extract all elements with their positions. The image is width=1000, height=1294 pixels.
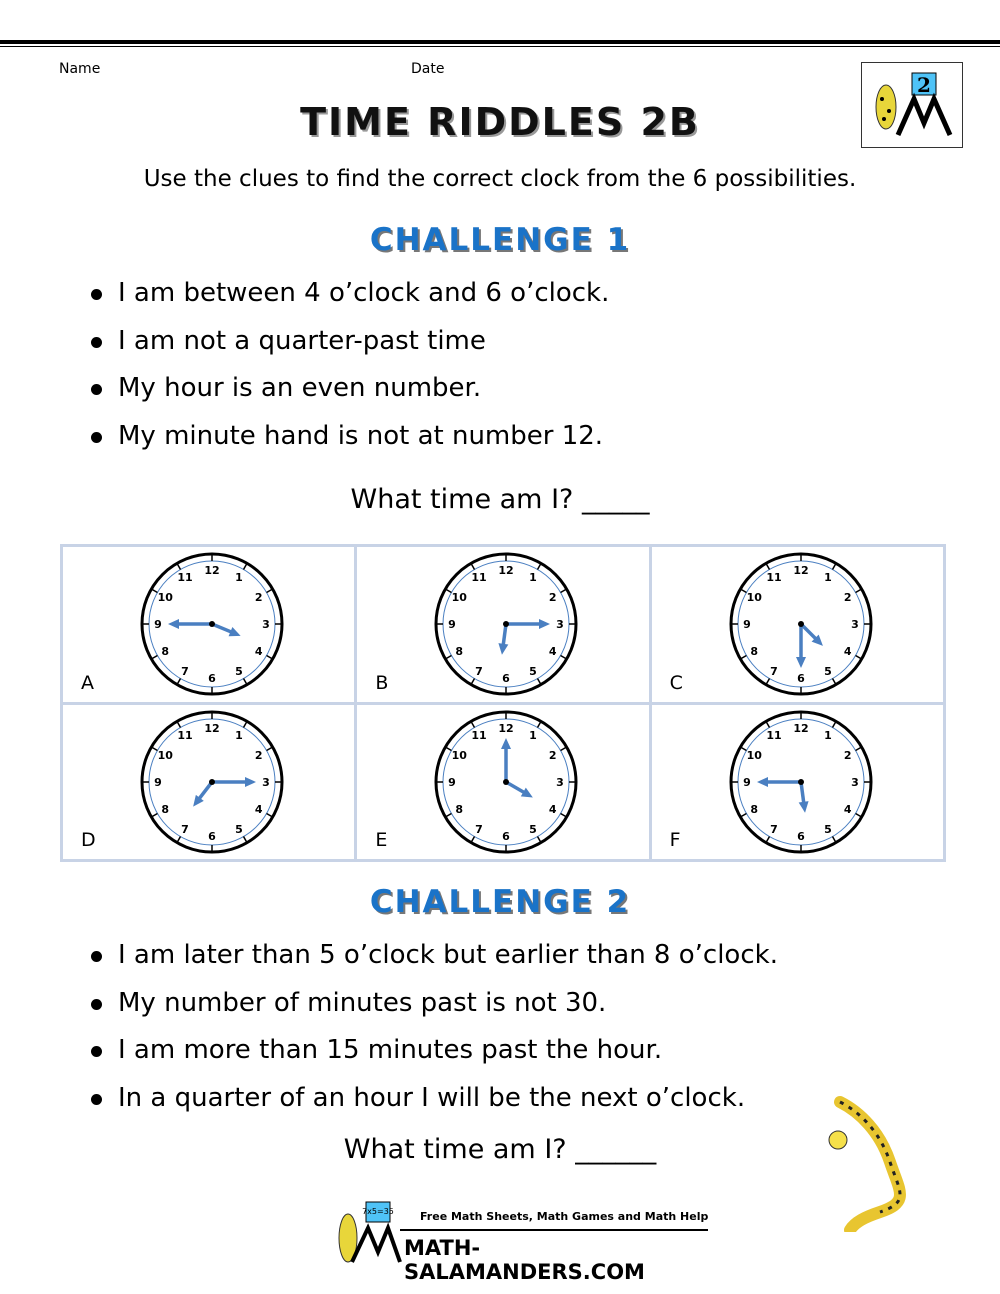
clock-numeral: 10	[157, 748, 173, 762]
logo-grade: 2	[917, 73, 931, 97]
clock-numeral: 7	[475, 664, 484, 678]
clock-numeral: 10	[746, 748, 762, 762]
clock-numeral: 9	[448, 775, 457, 789]
challenge-1-heading: CHALLENGE 1	[369, 222, 631, 258]
clock-numeral: 9	[742, 618, 751, 631]
date-label: Date	[411, 61, 445, 77]
clock-numeral: 10	[157, 591, 173, 604]
clock-numeral: 6	[208, 672, 216, 685]
clock-numeral: 2	[254, 591, 263, 604]
clue: My number of minutes past is not 30.	[90, 980, 778, 1028]
clock-numeral: 3	[850, 618, 859, 631]
clock-cell-e	[357, 705, 648, 860]
clock-numeral: 4	[843, 645, 852, 658]
clock-numeral: 11	[766, 571, 782, 585]
clue: I am not a quarter-past time	[90, 318, 609, 366]
clock-grid	[60, 544, 946, 862]
clock-numeral: 2	[549, 748, 557, 762]
salamander-footer-icon	[326, 1200, 406, 1270]
clock-numeral: 1	[823, 728, 832, 742]
clue: I am between 4 o’clock and 6 o’clock.	[90, 270, 609, 318]
clock-numeral: 4	[254, 802, 263, 816]
clock-numeral: 5	[529, 664, 538, 678]
clue: I am later than 5 o’clock but earlier than 8 o’clock.	[90, 932, 778, 980]
clock-cell-b	[357, 547, 648, 702]
clock-label: C	[669, 671, 683, 694]
clock-numeral: 8	[750, 645, 758, 658]
challenge-2-clues	[90, 932, 778, 1122]
clock-numeral: 11	[177, 571, 193, 585]
clock-center	[209, 621, 215, 627]
footer-logo	[326, 1200, 710, 1284]
salamander-with-clock-icon	[820, 1092, 930, 1232]
top-rule-thin	[0, 46, 1000, 47]
clock-numeral: 6	[796, 672, 805, 685]
instructions: Use the clues to find the correct clock from the 6 possibilities.	[143, 166, 857, 192]
clock-numeral: 12	[793, 721, 809, 735]
clock-center	[503, 779, 509, 785]
challenge-1-question: What time am I? _____	[350, 484, 650, 515]
clock-label: E	[375, 829, 388, 851]
clock-numeral: 3	[262, 618, 270, 631]
clock-numeral: 9	[448, 618, 457, 631]
clue: In a quarter of an hour I will be the next o’clock.	[90, 1075, 778, 1123]
clock-numeral: 6	[502, 672, 511, 685]
clock-numeral: 9	[742, 775, 751, 789]
clock-numeral: 7	[181, 664, 189, 678]
clock-numeral: 8	[750, 802, 758, 816]
clue: I am more than 15 minutes past the hour.	[90, 1027, 778, 1075]
clock-numeral: 12	[204, 564, 220, 577]
clock-numeral: 4	[549, 802, 557, 816]
analog-clock	[433, 709, 579, 855]
clock-numeral: 5	[235, 664, 243, 678]
page-title: TIME RIDDLES 2B	[300, 100, 700, 144]
clock-numeral: 10	[746, 591, 762, 604]
logo	[861, 62, 963, 148]
clock-numeral: 1	[823, 571, 832, 585]
clock-numeral: 8	[455, 802, 464, 816]
clock-numeral: 12	[498, 564, 514, 577]
clock-label: D	[81, 829, 96, 851]
clock-numeral: 11	[177, 728, 193, 742]
clock-numeral: 8	[161, 802, 170, 816]
clock-numeral: 7	[181, 822, 189, 836]
clock-numeral: 7	[769, 822, 778, 836]
clock-numeral: 3	[262, 775, 270, 789]
challenge-2-question: What time am I? ______	[343, 1134, 657, 1165]
clue: My minute hand is not at number 12.	[90, 413, 609, 461]
clock-numeral: 6	[796, 829, 805, 843]
footer-tagline: Free Math Sheets, Math Games and Math Help	[420, 1210, 709, 1223]
clock-center	[209, 779, 215, 785]
clock-numeral: 12	[498, 721, 514, 735]
clock-numeral: 10	[451, 748, 468, 762]
clock-numeral: 12	[793, 564, 809, 577]
challenge-2-heading: CHALLENGE 2	[369, 884, 631, 920]
clock-cell-a	[63, 547, 354, 702]
clock-numeral: 1	[529, 728, 538, 742]
footer-site: MATH-SALAMANDERS.COM	[404, 1236, 645, 1284]
clock-numeral: 5	[529, 822, 538, 836]
footer-rule	[400, 1229, 708, 1231]
analog-clock	[139, 709, 285, 855]
salamander-logo-icon	[862, 63, 962, 147]
clock-numeral: 6	[502, 829, 511, 843]
challenge-1-clues	[90, 270, 609, 460]
clock-numeral: 6	[208, 829, 216, 843]
clock-numeral: 11	[471, 728, 487, 742]
clock-numeral: 7	[475, 822, 484, 836]
clock-numeral: 2	[843, 748, 852, 762]
clock-numeral: 4	[549, 645, 557, 658]
clock-numeral: 1	[235, 571, 243, 585]
clock-numeral: 3	[556, 775, 565, 789]
clock-numeral: 12	[204, 721, 220, 735]
clock-cell-f	[652, 705, 943, 860]
clock-numeral: 11	[471, 571, 487, 585]
clock-numeral: 5	[823, 822, 832, 836]
analog-clock	[139, 551, 285, 697]
clock-center	[503, 621, 509, 627]
clock-center	[798, 621, 804, 627]
clock-numeral: 7	[769, 664, 778, 678]
analog-clock	[728, 709, 874, 855]
clock-numeral: 2	[254, 748, 263, 762]
clock-numeral: 3	[556, 618, 565, 631]
name-label: Name	[59, 61, 101, 77]
footer-board: 7x5=35	[362, 1207, 394, 1216]
clock-numeral: 8	[455, 645, 464, 658]
clock-cell-d	[63, 705, 354, 860]
clock-numeral: 3	[850, 775, 859, 789]
clock-center	[798, 779, 804, 785]
clock-label: A	[81, 671, 94, 694]
clock-numeral: 8	[161, 645, 170, 658]
clock-numeral: 9	[154, 775, 162, 789]
clock-numeral: 11	[766, 728, 782, 742]
clock-numeral: 9	[154, 618, 162, 631]
clock-numeral: 1	[235, 728, 243, 742]
clock-cell-c	[652, 547, 943, 702]
clock-numeral: 2	[843, 591, 852, 604]
clock-numeral: 4	[843, 802, 852, 816]
top-rule	[0, 40, 1000, 44]
clock-numeral: 4	[254, 645, 263, 658]
clock-label: B	[375, 671, 389, 694]
clock-numeral: 5	[235, 822, 243, 836]
clock-label: F	[669, 829, 681, 851]
clock-numeral: 1	[529, 571, 538, 585]
clock-numeral: 10	[451, 591, 468, 604]
clock-numeral: 2	[549, 591, 557, 604]
clock-numeral: 5	[823, 664, 832, 678]
analog-clock	[728, 551, 874, 697]
analog-clock	[433, 551, 579, 697]
clue: My hour is an even number.	[90, 365, 609, 413]
